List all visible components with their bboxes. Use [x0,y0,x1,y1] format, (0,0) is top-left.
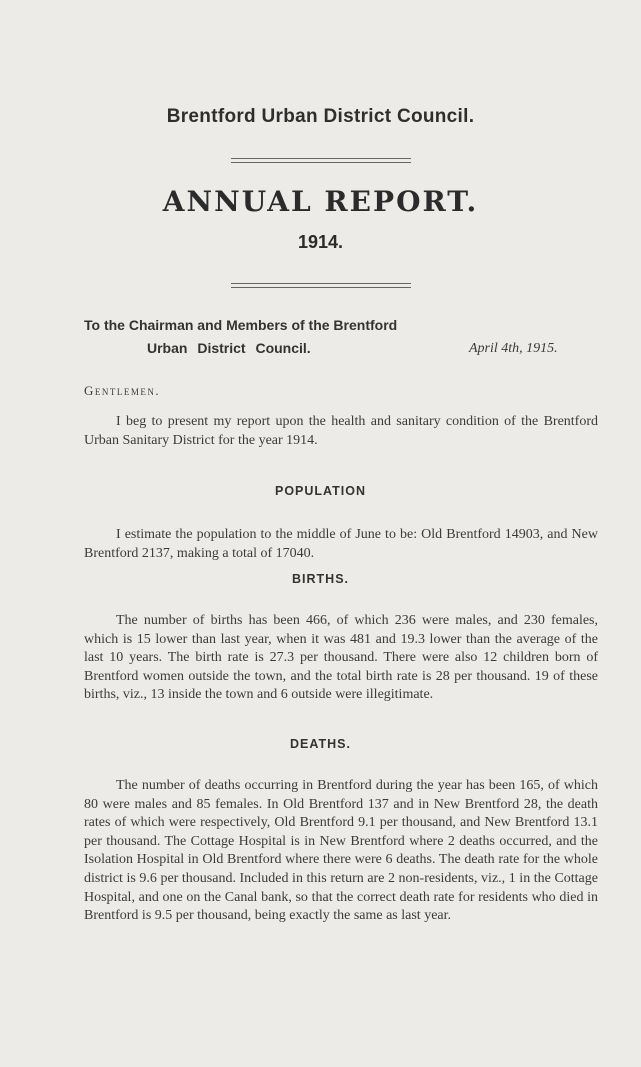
births-heading: BIRTHS. [292,572,349,586]
deaths-heading: DEATHS. [290,737,351,751]
report-title: ANNUAL REPORT. [162,185,479,218]
population-paragraph: I estimate the population to the middle of June to be: Old Brentford 14903, and New Brentford 2137, making a total of 17040. [84,527,598,561]
top-divider [231,158,411,163]
report-year: 1914. [297,232,344,252]
addressee-line-1: To the Chairman and Members of the Brentford [84,317,398,333]
intro-paragraph: I beg to present my report upon the health and sanitary condition of the Brentford Urban Sanitary District for the year 1914. [84,414,598,448]
council-name: Brentford Urban District Council. [166,106,475,127]
deaths-paragraph: The number of deaths occurring in Brentford during the year has been 165, of which 80 were males and 85 females. In Old Brentford 137 and in New Brentford 28, the death rates of which were respectively, Old Brentford 9.1 per thousand, and New Brentford 13.1 per thousand. The Cottage Hospital is in New Brentford where 2 deaths occurred, and the Isolation Hospital in Old Brentford where there were 6 deaths. The death rate for the whole district is 9.6 per thousand. Included in this return are 2 non-residents, viz., 1 in the Cottage Hospital, and one on the Canal bank, so that the correct death rate for residents who died in Brentford is 9.5 per thousand, being exactly the same as last year. [84,778,598,924]
births-paragraph: The number of births has been 466, of which 236 were males, and 230 females, which is 15 lower than last year, when it was 481 and 19.3 lower than the average of the last 10 years. The birth rate is 27.3 per thousand. There were also 12 children born of Brentford women outside the town, and the total birth rate is 28 per thousand. 19 of these births, viz., 13 inside the town and 6 outside were illegitimate. [84,613,598,703]
bottom-divider [231,283,411,288]
report-date: April 4th, 1915. [469,341,558,356]
population-heading: POPULATION [274,484,367,498]
addressee-line-2: Urban District Council. [147,340,311,356]
salutation: Gentlemen. [84,383,161,398]
